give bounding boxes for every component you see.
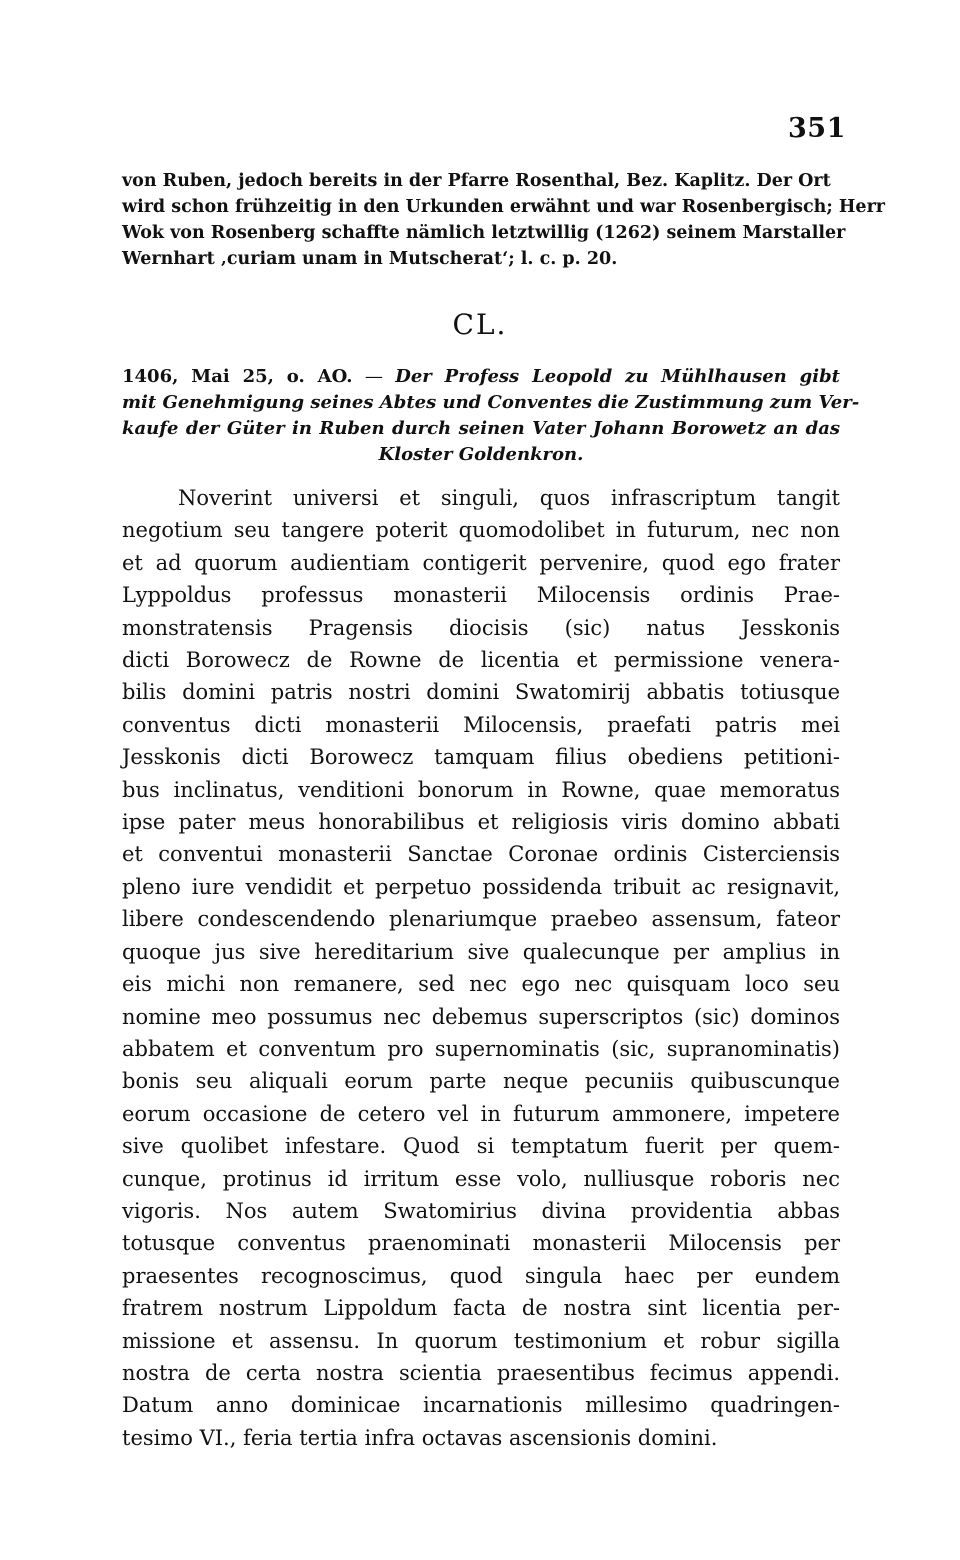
body-line: bonis seu aliquali eorum parte neque pecuniis quibuscunque <box>122 1069 840 1094</box>
body-line: monstratensis Pragensis diocisis (sic) natus Jesskonis <box>122 615 840 640</box>
header-line <box>122 364 840 390</box>
body-line: Lyppoldus professus monasterii Milocensis ordinis Prae- <box>122 583 840 608</box>
body-line: cunque, protinus id irritum esse volo, nulliusque roboris nec <box>122 1166 840 1191</box>
summary-line: kaufe der Güter in Ruben durch seinen Vater Johann Borowetz an das <box>122 418 840 439</box>
body-line: praesentes recognoscimus, quod singula haec per eundem <box>122 1263 840 1288</box>
body-line: vigoris. Nos autem Swatomirius divina providentia abbas <box>122 1198 840 1223</box>
body-line: abbatem et conventum pro supernominatis (sic, supranominatis) <box>122 1036 840 1061</box>
footnote-line: wird schon frühzeitig in den Urkunden erwähnt und war Rosenbergisch; Herr <box>122 197 886 217</box>
body-line: libere condescendendo plenariumque praebeo assensum, fateor <box>122 907 840 932</box>
body-line: Noverint universi et singuli, quos infrascriptum tangit <box>178 486 840 510</box>
body-line: ipse pater meus honorabilibus et religiosis viris domino abbati <box>122 810 840 835</box>
body-line: Jesskonis dicti Borowecz tamquam filius obediens petitioni- <box>122 745 840 770</box>
body-line: missione et assensu. In quorum testimonium et robur sigilla <box>122 1328 840 1353</box>
body-line: et conventui monasterii Sanctae Coronae ordinis Cisterciensis <box>122 842 840 867</box>
footnote-line: Wok von Rosenberg schaffte nämlich letztwillig (1262) seinem Marstaller <box>122 223 846 243</box>
body-line: eorum occasione de cetero vel in futurum ammonere, impetere <box>122 1101 840 1126</box>
body-line: Datum anno dominicae incarnationis millesimo quadringen- <box>122 1393 840 1418</box>
document-date: 1406, Mai 25, o. AO. <box>122 366 353 387</box>
body-line: et ad quorum audientiam contigerit pervenire, quod ego frater <box>122 550 840 575</box>
body-line: tesimo VI., feria tertia infra octavas ascensionis domini. <box>122 1425 718 1450</box>
body-line: conventus dicti monasterii Milocensis, praefati patris mei <box>122 712 840 737</box>
body-line: negotium seu tangere poterit quomodolibet in futurum, nec non <box>122 518 840 543</box>
body-line: sive quolibet infestare. Quod si temptatum fuerit per quem- <box>122 1134 840 1159</box>
body-line: nostra de certa nostra scientia praesentibus fecimus appendi. <box>122 1360 840 1385</box>
body-line: bus inclinatus, venditioni bonorum in Rowne, quae memoratus <box>122 777 840 802</box>
body-line: quoque jus sive hereditarium sive qualecunque per amplius in <box>122 939 840 964</box>
document-header <box>122 364 860 468</box>
header-line <box>122 442 840 468</box>
body-line: totusque conventus praenominati monasterii Milocensis per <box>122 1231 840 1256</box>
body-line: dicti Borowecz de Rowne de licentia et permissione venera- <box>122 648 840 673</box>
section-number: CL. <box>452 308 508 341</box>
body-line: pleno iure vendidit et perpetuo possidenda tribuit ac resignavit, <box>122 874 840 899</box>
footnote-line: Wernhart ‚curiam unam in Mutscherat‘; l. c. p. 20. <box>122 249 618 269</box>
summary-line: Kloster Goldenkron. <box>378 444 584 465</box>
header-line <box>122 390 860 416</box>
footnote-line: von Ruben, jedoch bereits in der Pfarre Rosenthal, Bez. Kaplitz. Der Ort <box>122 171 831 191</box>
header-line <box>122 416 840 442</box>
page-number: 351 <box>788 113 846 144</box>
summary-line: Der Profess Leopold zu Mühlhausen gibt <box>395 366 840 387</box>
summary-line: mit Genehmigung seines Abtes und Conventes die Zustimmung zum Ver- <box>122 392 860 413</box>
body-line: fratrem nostrum Lippoldum facta de nostra sint licentia per- <box>122 1296 840 1321</box>
body-line: nomine meo possumus nec debemus superscriptos (sic) dominos <box>122 1004 840 1029</box>
document-body <box>122 482 840 1454</box>
body-line: bilis domini patris nostri domini Swatomirij abbatis totiusque <box>122 680 840 705</box>
body-line: eis michi non remanere, sed nec ego nec quisquam loco seu <box>122 972 840 997</box>
header-dash: — <box>364 366 383 387</box>
footnote <box>122 168 886 272</box>
